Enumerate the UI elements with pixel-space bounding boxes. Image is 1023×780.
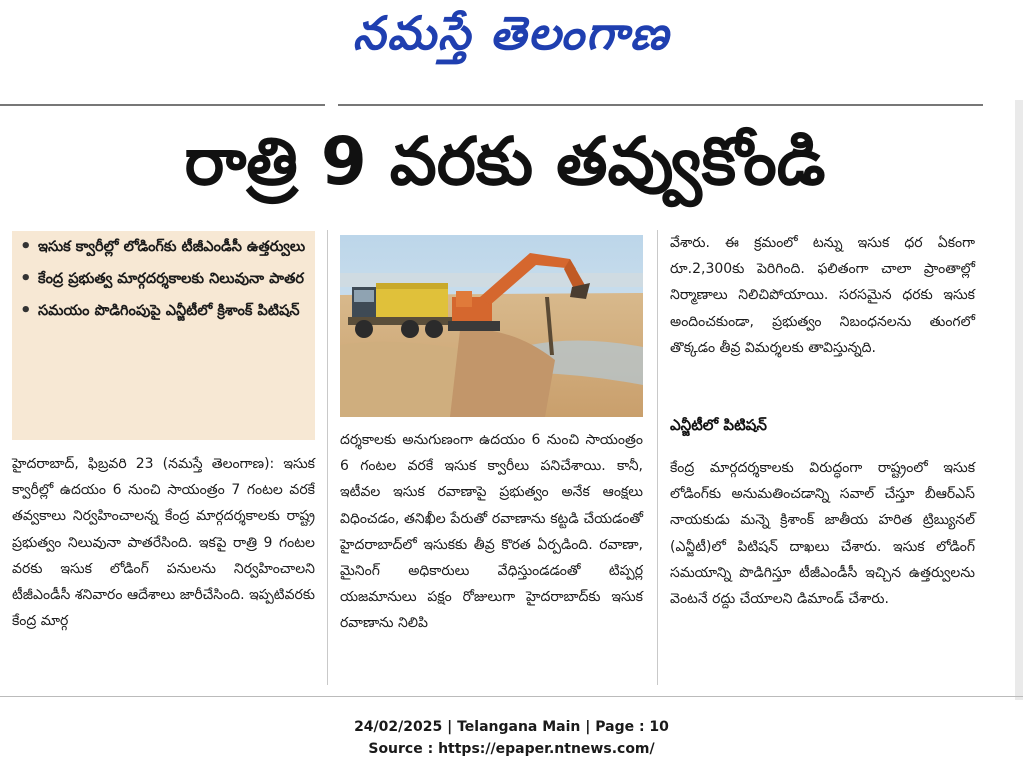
masthead — [0, 0, 1023, 70]
highlight-item — [12, 263, 315, 295]
headline: రాత్రి 9 వరకు తవ్వుకోండి — [184, 123, 826, 200]
bullet-icon: • — [20, 236, 32, 257]
footer-source-link[interactable]: Source : https://epaper.ntnews.com/ — [368, 741, 655, 757]
footer-edition-info: 24/02/2025 | Telangana Main | Page : 10 — [354, 719, 669, 735]
article-column-right-bottom — [670, 455, 975, 612]
footer-divider — [0, 696, 1023, 697]
article-column-middle — [340, 427, 643, 637]
highlight-text: సమయం పొడిగింపుపై ఎన్జీటీలో క్రిశాంక్ పిటిషన్ — [38, 303, 300, 319]
news-photo — [340, 235, 643, 417]
column-divider — [657, 230, 658, 685]
article-paragraph: కేంద్ర మార్గదర్శకాలకు విరుద్ధంగా రాష్ట్రంలో ఇసుక లోడింగ్‌కు అనుమతించడాన్ని సవాల్ చేస్తూ బీఆర్ఎస్ నాయకుడు మన్నె క్రిశాంక్ జాతీయ హరిత ట్రిబ్యునల్ (ఎన్జీటీ)లో పిటిషన్ దాఖలు చేశారు. ఇసుక లోడింగ్ సమయాన్ని పొడిగిస్తూ టీజీఎండీసీ ఇచ్చిన ఉత్తర్వులను వెంటనే రద్దు చేయాలని డిమాండ్ చేశారు. — [670, 460, 975, 608]
page-edge-shadow — [1015, 100, 1023, 700]
highlight-text: ఇసుక క్వారీల్లో లోడింగ్‌కు టీజీఎండీసీ ఉత్తర్వులు — [38, 239, 306, 255]
highlights-box — [12, 231, 315, 440]
sand-quarry-excavator-photo — [340, 235, 643, 417]
footer — [0, 716, 1023, 760]
article-paragraph: వేశారు. ఈ క్రమంలో టన్ను ఇసుక ధర ఏకంగా రూ.2,300కు పెరిగింది. ఫలితంగా చాలా ప్రాంతాల్లో నిర్మాణాలు నిలిచిపోయాయి. సరసమైన ధరకు ఇసుక అందించకుండా, ప్రభుత్వం నిబంధనలను తుంగలో తొక్కడం తీవ్ర విమర్శలకు తావిస్తున్నది. — [670, 235, 975, 356]
highlight-item — [12, 231, 315, 263]
section-subheading: ఎన్జీటీలో పిటిషన్ — [670, 416, 767, 434]
article-column-right-top — [670, 230, 975, 361]
top-divider-right — [338, 104, 983, 106]
article-paragraph: దర్శకాలకు అనుగుణంగా ఉదయం 6 నుంచి సాయంత్రం 6 గంటల వరకే ఇసుక క్వారీలు పనిచేశాయి. కానీ, ఇటీవల ఇసుక రవాణాపై ప్రభుత్వం అనేక ఆంక్షలు విధించడం, తనిఖీల పేరుతో రవాణాను కట్టడి చేయడంతో హైదరాబాద్‌లో ఇసుకకు తీవ్ర కొరత ఏర్పడింది. రవాణా, మైనింగ్ అధికారులు వేధిస్తుండడంతో టిప్పర్ల యజమానులు పక్షం రోజులుగా హైదరాబాద్‌కు ఇసుక రవాణాను నిలిపి — [340, 432, 643, 632]
column-divider — [327, 230, 328, 685]
masthead-logo: నమస్తే తెలంగాణ — [352, 6, 671, 60]
top-divider-left — [0, 104, 325, 106]
article-column-left — [12, 451, 315, 634]
bullet-icon: • — [20, 268, 32, 289]
bullet-icon: • — [20, 300, 32, 321]
article-paragraph: హైదరాబాద్, ఫిబ్రవరి 23 (నమస్తే తెలంగాణ): ఇసుక క్వారీల్లో ఉదయం 6 నుంచి సాయంత్రం 7 గంటల వరకే తవ్వకాలు నిర్వహించాలన్న కేంద్ర మార్గదర్శకాలకు రాష్ట్ర ప్రభుత్వం నిలువునా పాతరేసింది. ఇకపై రాత్రి 9 గంటల వరకు ఇసుక లోడింగ్ పనులను నిర్వహించాలని టీజీఎండీసీ శనివారం ఆదేశాలు జారీచేసింది. ఇప్పటివరకు కేంద్ర మార్గ — [12, 456, 315, 630]
highlight-text: కేంద్ర ప్రభుత్వ మార్గదర్శకాలకు నిలువునా పాతర — [38, 271, 304, 287]
highlight-item — [12, 295, 315, 327]
